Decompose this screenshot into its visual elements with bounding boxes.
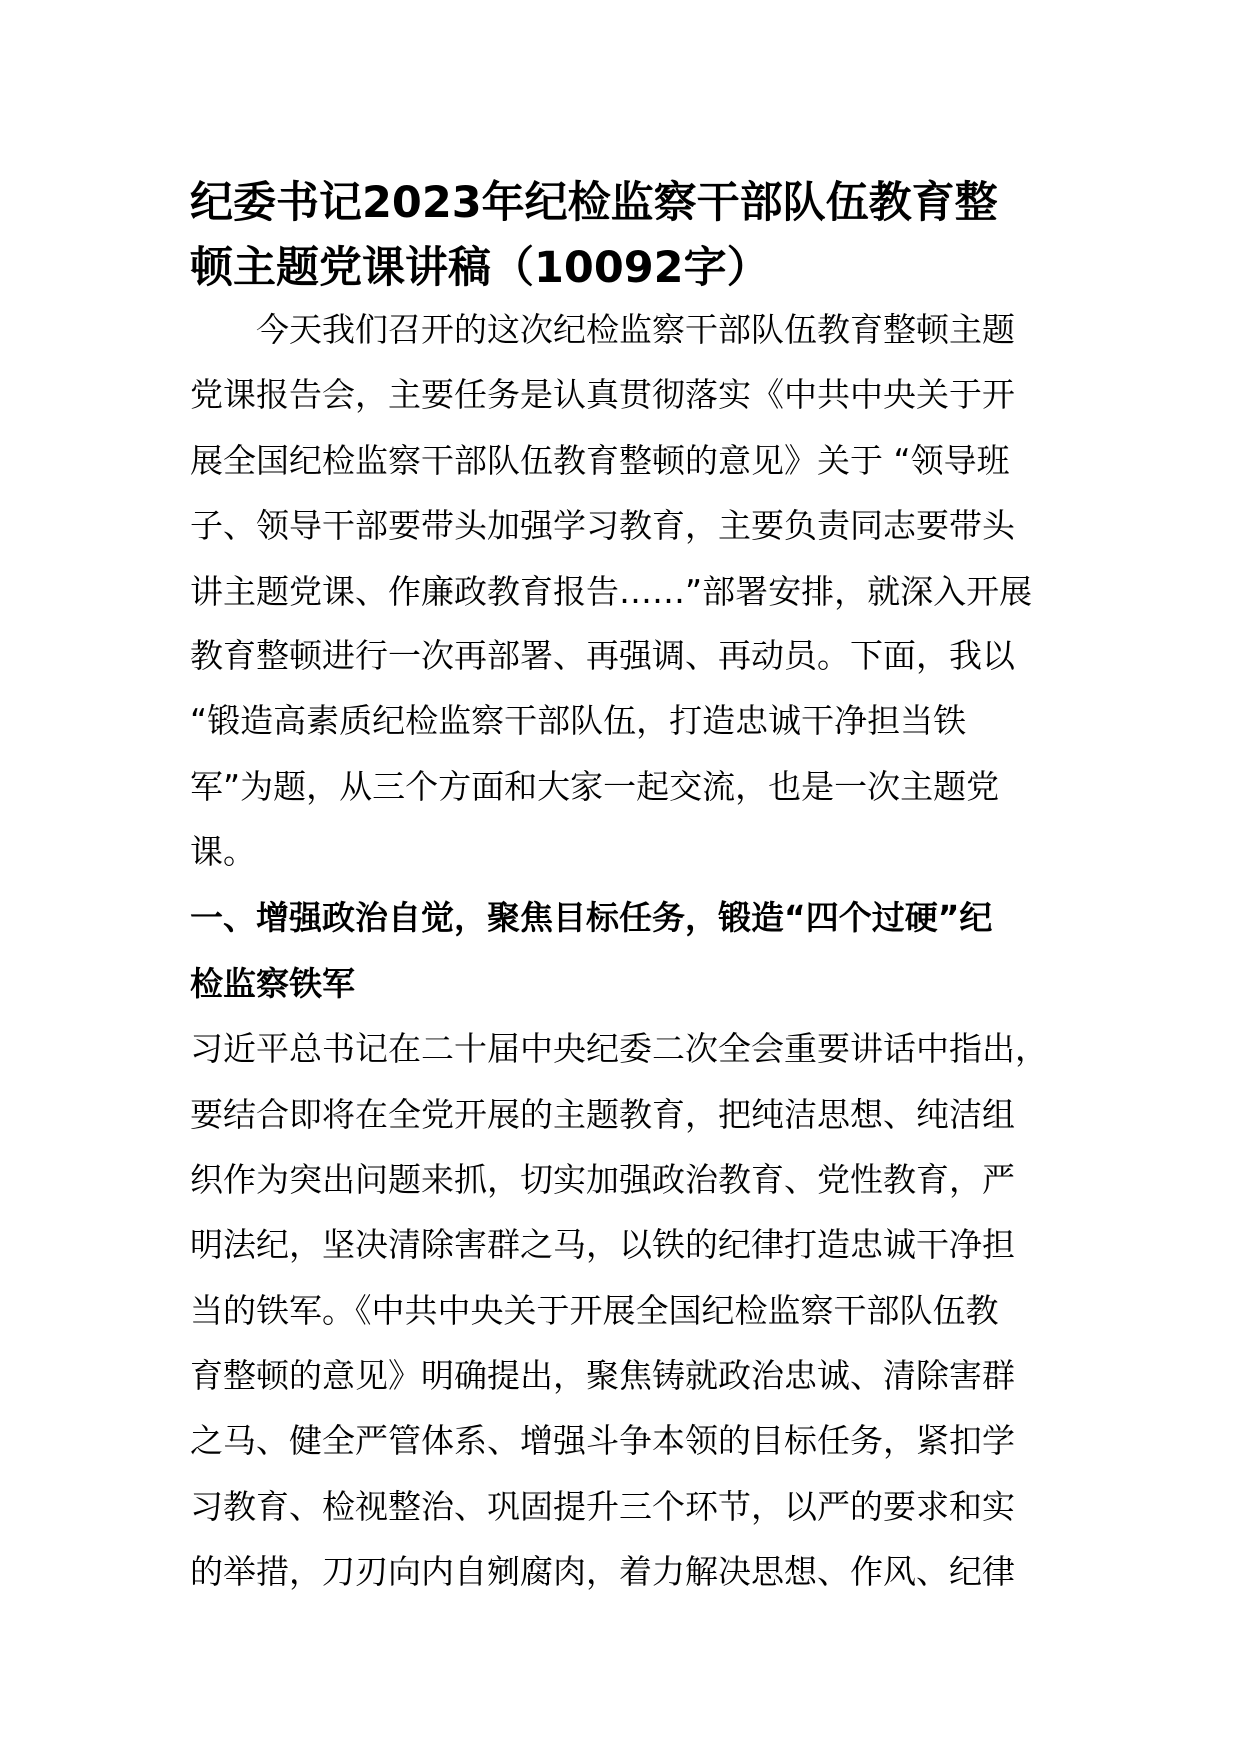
paragraph-line: 的举措，刀刃向内自剜腐肉，着力解决思想、作风、纪律 <box>190 1552 1015 1591</box>
paragraph-line: 教育整顿进行一次再部署、再强调、再动员。下面，我以 <box>190 636 1015 675</box>
document-title-line-1: 纪委书记2023年纪检监察干部队伍教育整 <box>190 178 998 228</box>
paragraph-line: “锻造高素质纪检监察干部队伍，打造忠诚干净担当铁 <box>190 701 967 740</box>
paragraph-line: 习近平总书记在二十届中央纪委二次全会重要讲话中指出， <box>190 1029 1048 1068</box>
paragraph-line: 之马、健全严管体系、增强斗争本领的目标任务，紧扣学 <box>190 1421 1015 1460</box>
paragraph-line: 军”为题，从三个方面和大家一起交流，也是一次主题党 <box>190 767 1000 806</box>
document-title-line-2: 顿主题党课讲稿（10092字） <box>190 243 770 293</box>
paragraph-line: 子、领导干部要带头加强学习教育，主要负责同志要带头 <box>190 506 1015 545</box>
paragraph-line: 当的铁军。《中共中央关于开展全国纪检监察干部队伍教 <box>190 1291 999 1330</box>
paragraph-line: 习教育、检视整治、巩固提升三个环节，以严的要求和实 <box>190 1487 1015 1526</box>
section-heading-line-2: 检监察铁军 <box>190 964 355 1003</box>
paragraph-line: 明法纪，坚决清除害群之马，以铁的纪律打造忠诚干净担 <box>190 1225 1015 1264</box>
paragraph-line: 今天我们召开的这次纪检监察干部队伍教育整顿主题 <box>190 310 1015 349</box>
paragraph-line: 讲主题党课、作廉政教育报告……”部署安排，就深入开展 <box>190 572 1033 611</box>
section-heading-line-1: 一、增强政治自觉，聚焦目标任务，锻造“四个过硬”纪 <box>190 898 993 937</box>
paragraph-line: 要结合即将在全党开展的主题教育，把纯洁思想、纯洁组 <box>190 1095 1015 1134</box>
paragraph-line: 织作为突出问题来抓，切实加强政治教育、党性教育，严 <box>190 1160 1015 1199</box>
paragraph-line: 展全国纪检监察干部队伍教育整顿的意见》关于 “领导班 <box>190 441 1010 480</box>
paragraph-line: 党课报告会，主要任务是认真贯彻落实《中共中央关于开 <box>190 375 1015 414</box>
paragraph-line: 育整顿的意见》明确提出，聚焦铸就政治忠诚、清除害群 <box>190 1356 1015 1395</box>
paragraph-line: 课。 <box>190 832 256 871</box>
